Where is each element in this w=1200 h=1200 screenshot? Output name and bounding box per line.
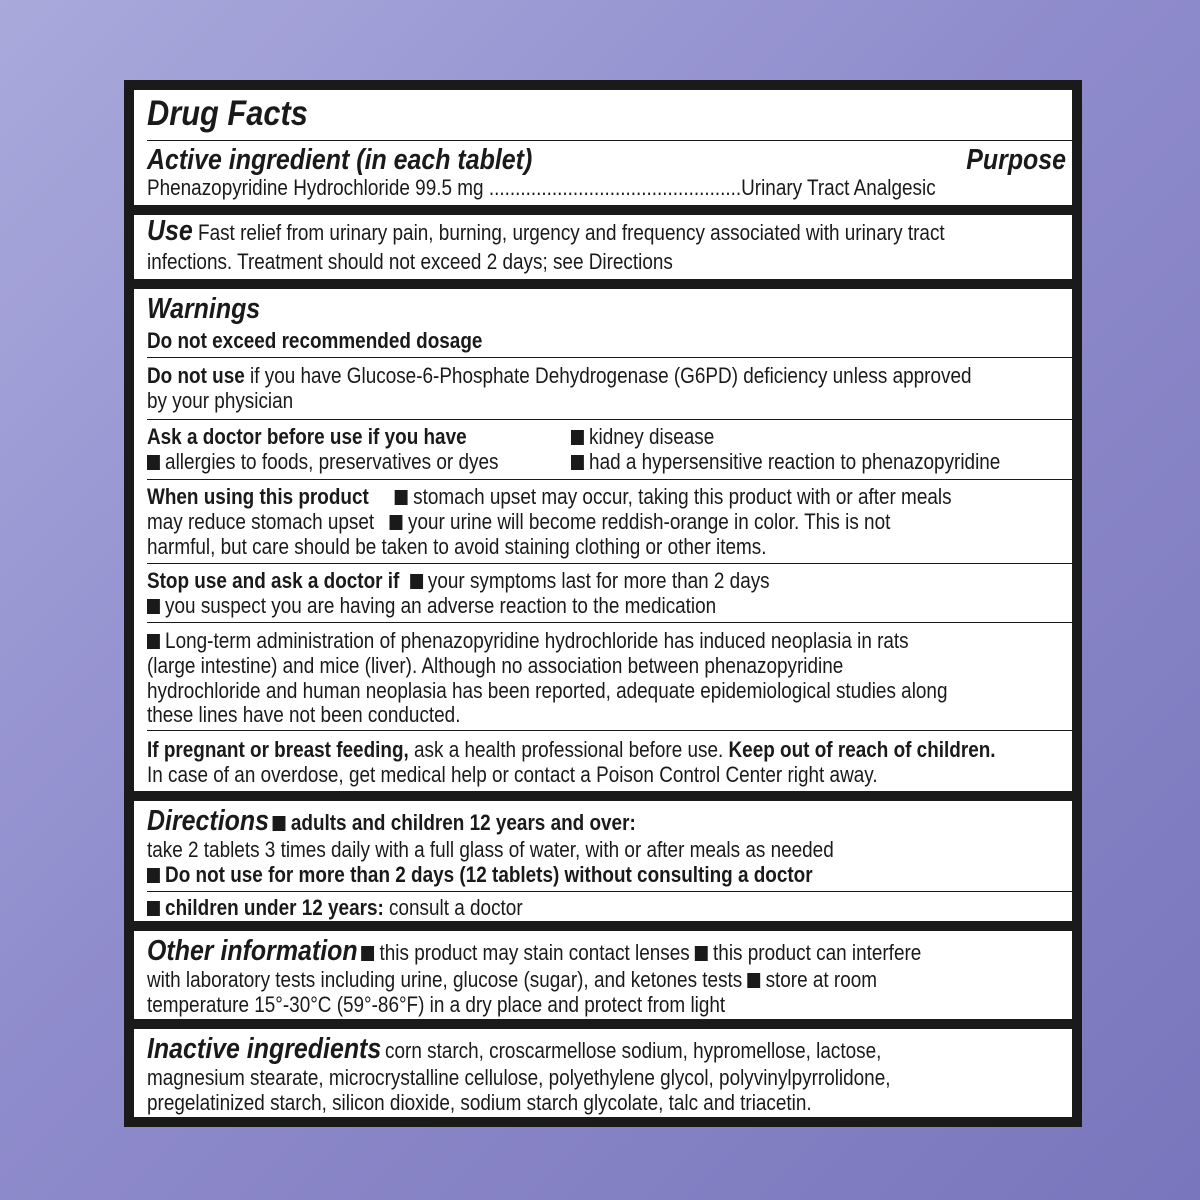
do-not-use-line-1: Do not use if you have Glucose-6-Phosphate Dehydrogenase (G6PD) deficiency unless approved xyxy=(147,363,972,388)
directions-line-2: take 2 tablets 3 times daily with a full glass of water, with or after meals as needed xyxy=(147,837,834,862)
stop-use-line-1: Stop use and ask a doctor if your symptoms last for more than 2 days xyxy=(147,568,770,593)
ingredient-name: Phenazopyridine Hydrochloride 99.5 mg xyxy=(147,175,484,200)
when-using-line-2: may reduce stomach upset your urine will become reddish-orange in color. This is not xyxy=(147,509,891,534)
use-line-1: Use Fast relief from urinary pain, burning, urgency and frequency associated with urinary tract xyxy=(147,215,945,247)
bullet-icon xyxy=(390,515,403,530)
leader-dots: ................................................ xyxy=(488,175,742,200)
purpose-heading: Purpose xyxy=(966,144,1066,176)
inactive-line-1: Inactive ingredients corn starch, croscarmellose sodium, hypromellose, lactose, xyxy=(147,1033,882,1065)
bullet-icon xyxy=(147,634,160,649)
ask-doctor-heading: Ask a doctor before use if you have xyxy=(147,424,467,449)
stop-use-line-2: you suspect you are having an adverse reaction to the medication xyxy=(147,594,809,619)
purpose-value: Urinary Tract Analgesic xyxy=(741,175,936,200)
directions-heading: Directions xyxy=(147,805,269,837)
ask-item-hypersensitive: had a hypersensitive reaction to phenazopyridine xyxy=(571,450,1070,475)
other-information-heading: Other information xyxy=(147,935,358,967)
bullet-icon xyxy=(395,490,408,505)
use-panel xyxy=(134,215,1072,279)
directions-limit: Do not use for more than 2 days (12 tablets) without consulting a doctor xyxy=(147,863,921,888)
longterm-line-3: hydrochloride and human neoplasia has been reported, adequate epidemiological studies along xyxy=(147,678,948,703)
bullet-icon xyxy=(361,946,374,961)
bullet-icon xyxy=(273,816,286,831)
do-not-use-line-2: by your physician xyxy=(147,388,294,413)
pregnant-line: If pregnant or breast feeding, ask a health professional before use. Keep out of reach of children. xyxy=(147,737,996,762)
other-information-panel xyxy=(134,931,1072,1019)
dosage-warning: Do not exceed recommended dosage xyxy=(147,328,483,353)
other-line-3: temperature 15°-30°C (59°-86°F) in a dry place and protect from light xyxy=(147,992,726,1017)
inactive-ingredients-heading: Inactive ingredients xyxy=(147,1033,382,1065)
other-line-2: with laboratory tests including urine, glucose (sugar), and ketones tests store at room xyxy=(147,967,878,992)
other-line-1: Other information this product may stain contact lenses this product can interfere xyxy=(147,935,922,967)
active-ingredient-line xyxy=(147,176,1064,201)
bullet-icon xyxy=(571,455,584,470)
directions-children: children under 12 years: consult a doctor xyxy=(147,896,584,921)
active-ingredient-panel xyxy=(134,90,1072,205)
longterm-line-2: (large intestine) and mice (liver). Although no association between phenazopyridine xyxy=(147,653,844,678)
ask-item-allergies: allergies to foods, preservatives or dyes xyxy=(147,450,556,475)
inactive-ingredients-panel xyxy=(134,1029,1072,1117)
bullet-icon xyxy=(748,973,761,988)
directions-panel xyxy=(134,801,1072,921)
active-ingredient-heading: Active ingredient (in each tablet) xyxy=(147,144,533,176)
use-heading: Use xyxy=(147,215,193,247)
warnings-heading: Warnings xyxy=(147,293,261,325)
drug-facts-title: Drug Facts xyxy=(147,94,308,133)
bullet-icon xyxy=(695,946,708,961)
inactive-line-3: pregelatinized starch, silicon dioxide, sodium starch glycolate, talc and triacetin. xyxy=(147,1090,812,1115)
warnings-panel xyxy=(134,289,1072,791)
longterm-line-4: these lines have not been conducted. xyxy=(147,702,461,727)
inactive-line-2: magnesium stearate, microcrystalline cellulose, polyethylene glycol, polyvinylpyrrolidone, xyxy=(147,1065,891,1090)
bullet-icon xyxy=(571,430,584,445)
longterm-line-1: Long-term administration of phenazopyridine hydrochloride has induced neoplasia in rats xyxy=(147,629,1033,654)
bullet-icon xyxy=(147,455,160,470)
directions-line-1: Directions adults and children 12 years and over: xyxy=(147,805,636,837)
bullet-icon xyxy=(147,901,160,916)
when-using-line-1: When using this product stomach upset may occur, taking this product with or after meals xyxy=(147,484,952,509)
bullet-icon xyxy=(147,599,160,614)
drug-facts-label xyxy=(124,80,1082,1127)
overdose-line: In case of an overdose, get medical help or contact a Poison Control Center right away. xyxy=(147,762,878,787)
ask-item-kidney: kidney disease xyxy=(571,425,738,450)
bullet-icon xyxy=(410,574,423,589)
when-using-line-3: harmful, but care should be taken to avoid staining clothing or other items. xyxy=(147,534,767,559)
use-line-2: infections. Treatment should not exceed 2 days; see Directions xyxy=(147,249,673,274)
bullet-icon xyxy=(147,868,160,883)
